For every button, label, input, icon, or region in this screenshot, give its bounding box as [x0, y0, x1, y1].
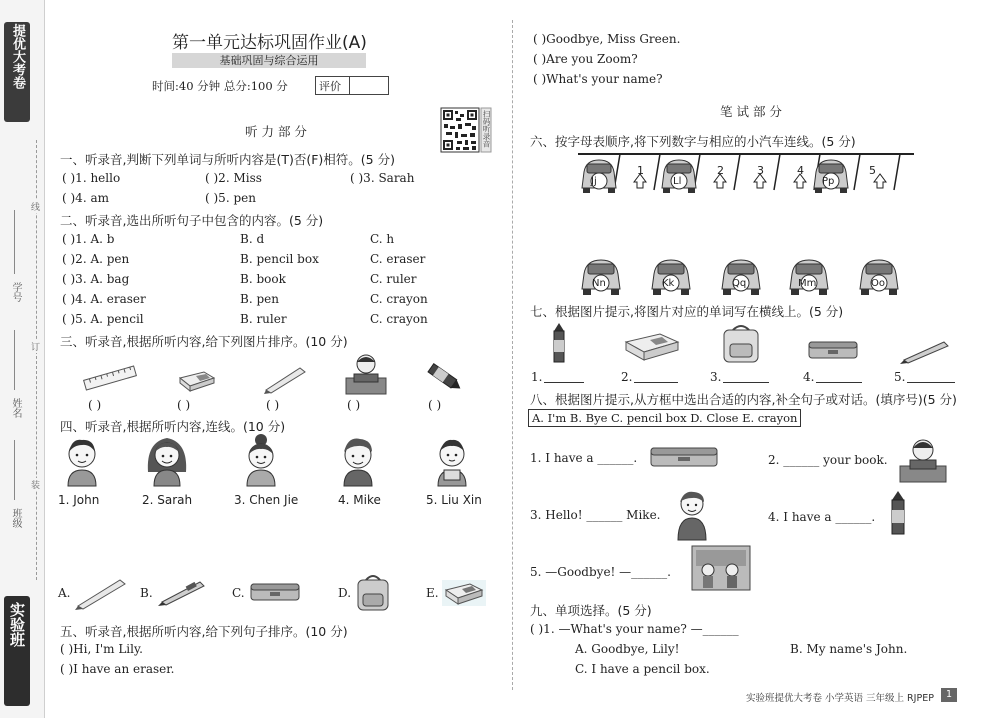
- car-label-oo: Oo: [871, 278, 885, 289]
- evaluation-divider: [349, 76, 350, 95]
- q2-row-2-c: C. eraser: [370, 252, 426, 266]
- crayon-icon: [422, 362, 466, 392]
- car-label-ll: Ll: [673, 176, 682, 187]
- q7-blank-3[interactable]: [723, 382, 769, 383]
- q9-option-c[interactable]: C. I have a pencil box.: [575, 662, 710, 676]
- parking-lot-lines: [578, 150, 918, 200]
- q5-title: 五、听录音,根据所听内容,给下列句子排序。(10 分): [60, 624, 348, 639]
- q6-number-4[interactable]: 4: [797, 164, 804, 177]
- pencil-box-icon: [248, 580, 302, 606]
- q2-row-2-b: B. pencil box: [240, 252, 319, 266]
- page-number: 1: [941, 688, 957, 702]
- q9-title: 九、单项选择。(5 分): [530, 603, 652, 618]
- sidebar-field-name-line: [14, 330, 15, 390]
- q2-row-1-a[interactable]: ( )1. A. b: [62, 232, 115, 246]
- q3-slot-2[interactable]: ( ): [177, 398, 191, 412]
- eraser-icon: [622, 328, 682, 362]
- time-score-info: 时间:40 分钟 总分:100 分: [152, 79, 288, 93]
- brand-top-text: 提优大考卷: [10, 24, 25, 89]
- q8-sentence-1[interactable]: 1. I have a ______.: [530, 451, 638, 465]
- schoolbag-icon: [718, 322, 764, 364]
- mike-portrait-icon: [336, 434, 380, 486]
- crayon-icon: [890, 490, 906, 536]
- q5-item-1[interactable]: ( )Hi, I'm Lily.: [60, 642, 143, 656]
- car-label-mm: Mm: [798, 278, 817, 289]
- car-label-qq: Qq: [732, 278, 747, 289]
- cut-mark-1: 装: [31, 478, 40, 491]
- q7-num-5: 5.: [894, 370, 906, 384]
- q4-letter-c[interactable]: C.: [232, 586, 245, 600]
- q7-num-2: 2.: [621, 370, 633, 384]
- ruler-icon: [82, 366, 138, 390]
- eraser-icon: [440, 578, 488, 608]
- column-divider: [512, 20, 513, 690]
- car-icon[interactable]: [788, 258, 830, 296]
- chen-jie-portrait-icon: [239, 432, 283, 486]
- q9-option-b[interactable]: B. My name's John.: [790, 642, 908, 656]
- q8-sentence-5[interactable]: 5. —Goodbye! —______.: [530, 565, 671, 579]
- pencil-icon: [74, 576, 128, 610]
- q2-row-5-a[interactable]: ( )5. A. pencil: [62, 312, 144, 326]
- q7-num-3: 3.: [710, 370, 722, 384]
- q4-title: 四、听录音,根据所听内容,连线。(10 分): [60, 419, 286, 434]
- car-icon[interactable]: [858, 258, 900, 296]
- pencil-icon: [262, 364, 308, 394]
- q5-item-2[interactable]: ( )I have an eraser.: [60, 662, 175, 676]
- liu-xin-portrait-icon: [430, 434, 474, 486]
- q2-row-4-a[interactable]: ( )4. A. eraser: [62, 292, 146, 306]
- q4-letter-a[interactable]: A.: [58, 586, 71, 600]
- q4-name-1[interactable]: 1. John: [58, 493, 100, 507]
- john-portrait-icon: [60, 434, 104, 486]
- cut-mark-2: 订: [31, 340, 40, 353]
- q8-sentence-4[interactable]: 4. I have a ______.: [768, 510, 876, 524]
- subtitle: 基础巩固与综合运用: [219, 54, 319, 67]
- sidebar-field-class: 班级: [10, 508, 21, 528]
- cut-mark-3: 线: [31, 200, 40, 213]
- q1-item-5[interactable]: ( )5. pen: [205, 191, 256, 205]
- q8-sentence-3[interactable]: 3. Hello! ______ Mike.: [530, 508, 661, 522]
- q7-num-1: 1.: [531, 370, 543, 384]
- q9-option-a[interactable]: A. Goodbye, Lily!: [575, 642, 680, 656]
- q2-row-3-c: C. ruler: [370, 272, 417, 286]
- car-icon[interactable]: [580, 258, 622, 296]
- sidebar-field-name: 姓名: [10, 398, 21, 418]
- q1-item-1[interactable]: ( )1. hello: [62, 171, 121, 185]
- q1-title: 一、听录音,判断下列单词与所听内容是(T)否(F)相符。(5 分): [60, 152, 395, 167]
- sidebar-field-id-line: [14, 210, 15, 274]
- q4-name-5[interactable]: 5. Liu Xin: [426, 493, 482, 507]
- sidebar-field-class-line: [14, 440, 15, 500]
- q2-row-3-a[interactable]: ( )3. A. bag: [62, 272, 130, 286]
- q6-number-2[interactable]: 2: [717, 164, 724, 177]
- sidebar-field-id: 学号: [10, 282, 21, 302]
- pen-icon: [898, 338, 952, 364]
- q2-row-4-b: B. pen: [240, 292, 279, 306]
- q2-row-3-b: B. book: [240, 272, 286, 286]
- q7-blank-1[interactable]: [544, 382, 584, 383]
- schoolbag-icon: [352, 572, 394, 612]
- q3-title: 三、听录音,根据所听内容,给下列图片排序。(10 分): [60, 334, 348, 349]
- q2-row-1-c: C. h: [370, 232, 395, 246]
- listening-heading: 听 力 部 分: [245, 124, 307, 139]
- mike-figure-icon: [672, 488, 712, 540]
- q2-title: 二、听录音,选出所听句子中包含的内容。(5 分): [60, 213, 324, 228]
- car-icon[interactable]: [580, 158, 618, 194]
- q7-title: 七、根据图片提示,将图片对应的单词写在横线上。(5 分): [530, 304, 844, 319]
- q4-letter-b[interactable]: B.: [140, 586, 153, 600]
- car-label-nn: Nn: [592, 278, 606, 289]
- sarah-portrait-icon: [144, 432, 190, 486]
- q6-number-3[interactable]: 3: [757, 164, 764, 177]
- q2-row-5-c: C. crayon: [370, 312, 428, 326]
- q2-row-4-c: C. crayon: [370, 292, 428, 306]
- q3-slot-5[interactable]: ( ): [428, 398, 442, 412]
- boy-reading-icon: [344, 352, 388, 396]
- q8-title: 八、根据图片提示,从方框中选出合适的内容,补全句子或对话。(填序号)(5 分): [530, 392, 957, 407]
- q1-item-4[interactable]: ( )4. am: [62, 191, 109, 205]
- car-label-jj: Jj: [591, 176, 597, 187]
- q3-slot-3[interactable]: ( ): [266, 398, 280, 412]
- q6-number-1[interactable]: 1: [637, 164, 644, 177]
- evaluation-label: 评价: [319, 80, 341, 93]
- q7-blank-5[interactable]: [907, 382, 955, 383]
- pen-icon: [156, 578, 208, 606]
- pencil-box-icon: [648, 444, 720, 472]
- car-icon[interactable]: [720, 258, 762, 296]
- classroom-goodbye-icon: [690, 544, 752, 594]
- q1-item-3[interactable]: ( )3. Sarah: [350, 171, 415, 185]
- footer-text: 实验班提优大考卷 小学英语 三年级上 RJPEP: [746, 693, 934, 704]
- q7-blank-2[interactable]: [634, 382, 678, 383]
- pencil-box-icon: [806, 338, 860, 362]
- boy-reading-icon: [898, 436, 948, 484]
- q4-name-2[interactable]: 2. Sarah: [142, 493, 193, 507]
- q8-options-box: A. I'm B. Bye C. pencil box D. Close E. crayon: [528, 409, 801, 427]
- q5-item-3[interactable]: ( )Goodbye, Miss Green.: [533, 32, 681, 46]
- q6-title: 六、按字母表顺序,将下列数字与相应的小汽车连线。(5 分): [530, 134, 856, 149]
- brand-bottom-text: 实验班: [8, 602, 26, 647]
- car-icon[interactable]: [650, 258, 692, 296]
- q4-name-3[interactable]: 3. Chen Jie: [234, 493, 299, 507]
- car-label-kk: Kk: [662, 278, 675, 289]
- q2-row-5-b: B. ruler: [240, 312, 287, 326]
- q5-item-5[interactable]: ( )What's your name?: [533, 72, 663, 86]
- q4-name-4[interactable]: 4. Mike: [338, 493, 381, 507]
- page-title: 第一单元达标巩固作业(A): [172, 33, 367, 53]
- q8-sentence-2[interactable]: 2. ______ your book.: [768, 453, 888, 467]
- q3-slot-1[interactable]: ( ): [88, 398, 102, 412]
- written-heading: 笔 试 部 分: [720, 104, 782, 119]
- q2-row-1-b: B. d: [240, 232, 265, 246]
- crayon-icon: [552, 322, 566, 364]
- q4-letter-d[interactable]: D.: [338, 586, 352, 600]
- q9-stem[interactable]: ( )1. —What's your name? —______: [530, 622, 739, 636]
- q6-number-5[interactable]: 5: [869, 164, 876, 177]
- car-label-pp: Pp: [822, 176, 835, 187]
- q1-item-2[interactable]: ( )2. Miss: [205, 171, 262, 185]
- q7-blank-4[interactable]: [816, 382, 862, 383]
- qr-caption: 扫码听录音: [482, 110, 491, 148]
- q3-slot-4[interactable]: ( ): [347, 398, 361, 412]
- q4-letter-e[interactable]: E.: [426, 586, 439, 600]
- q5-item-4[interactable]: ( )Are you Zoom?: [533, 52, 638, 66]
- eraser-icon: [176, 368, 216, 392]
- q2-row-2-a[interactable]: ( )2. A. pen: [62, 252, 130, 266]
- q7-num-4: 4.: [803, 370, 815, 384]
